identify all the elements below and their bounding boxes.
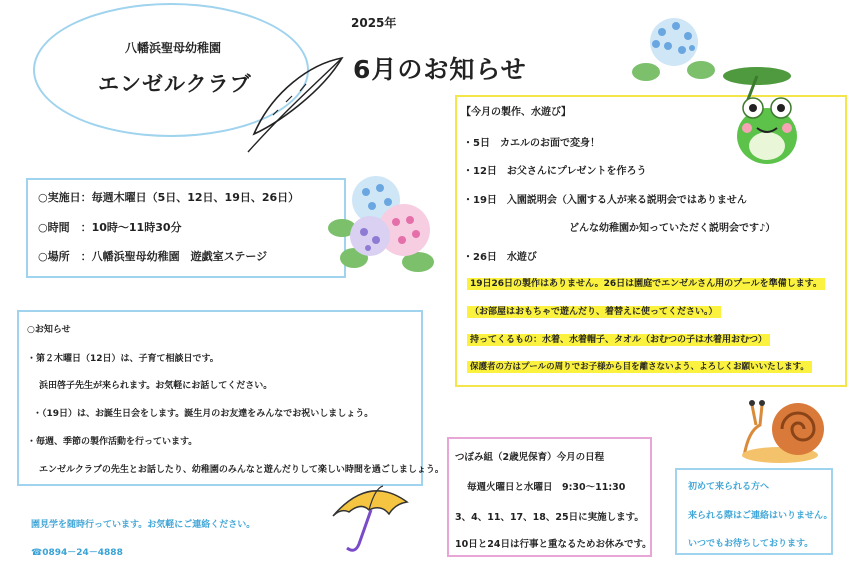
frog-icon — [717, 62, 817, 174]
notice-line: ・第２木曜日（12日）は、子育て相談日です。 — [27, 354, 219, 364]
tsubomi-schedule-box — [447, 437, 652, 557]
tsubomi-heading: つぼみ組（2歳児保育）今月の日程 — [455, 452, 605, 463]
notice-heading: ○お知らせ — [27, 325, 71, 335]
first-visit-box — [675, 468, 833, 555]
june-highlight — [467, 304, 721, 317]
notice-line: 浜田啓子先生が来られます。お気軽にお話してください。 — [39, 381, 273, 391]
highlight-text: 持ってくるもの：水着、水着帽子、タオル（おむつの子は水着用おむつ） — [467, 334, 770, 346]
june-item: ・19日 入園説明会（入園する人が来る説明会ではありません — [463, 195, 747, 206]
highlight-text: 保護者の方はプールの周りでお子様から目を離さないよう、よろしくお願いいたします。 — [467, 361, 812, 373]
tsubomi-dates: 3、4、11、17、18、25日に実施します。 — [455, 512, 644, 523]
notice-box — [17, 310, 444, 486]
june-highlight — [467, 276, 825, 289]
info-time: ○時間 ：10時～11時30分 — [38, 221, 182, 234]
club-name: エンゼルクラブ — [98, 72, 252, 96]
page-title: 6月のお知らせ — [353, 55, 527, 84]
phone-number: ☎0894－24－4888 — [31, 548, 123, 558]
feather-icon — [232, 52, 350, 160]
june-item: ・12日 お父さんにプレゼントを作ろう — [463, 166, 647, 177]
june-highlight — [467, 360, 812, 372]
june-item: どんな幼稚園か知っていただく説明会です♪） — [569, 223, 776, 234]
june-item: ・26日 水遊び — [463, 252, 537, 263]
year-label: 2025年 — [351, 16, 397, 30]
june-heading: 【今月の製作、水遊び】 — [461, 107, 571, 118]
snail-icon — [740, 395, 832, 465]
notice-line: ・毎週、季節の製作活動を行っています。 — [27, 437, 198, 447]
info-date: ○実施日：毎週木曜日（5日、12日、19日、26日） — [38, 191, 300, 204]
tsubomi-note: 10日と24日は行事と重なるためお休みです。 — [455, 539, 652, 550]
hydrangea-cluster-icon — [326, 170, 446, 275]
first-visit-line: 初めて来られる方へ — [688, 482, 770, 492]
june-highlight — [467, 332, 770, 345]
highlight-text: （お部屋はおもちゃで遊んだり、着替えに使ってください。） — [467, 306, 721, 318]
hydrangea-icon — [626, 10, 721, 92]
tsubomi-schedule: 毎週火曜日と水曜日 9:30～11:30 — [467, 482, 626, 493]
umbrella-icon — [325, 478, 415, 558]
notice-line: ・（19日）は、お誕生日会をします。誕生月のお友達をみんなでお祝いしましょう。 — [33, 409, 374, 419]
visit-info: 園見学を随時行っています。お気軽にご連絡ください。 — [31, 520, 256, 530]
info-place: ○場所 ：八幡浜聖母幼稚園 遊戯室ステージ — [38, 250, 268, 263]
school-name: 八幡浜聖母幼稚園 — [125, 41, 222, 55]
notice-line: エンゼルクラブの先生とお話したり、幼稚園のみんなと遊んだりして楽しい時間を過ごしましょう。 — [39, 465, 444, 475]
june-item: ・5日 カエルのお面で変身！ — [463, 138, 600, 149]
info-box — [26, 178, 346, 278]
first-visit-line: 来られる際はご連絡はいりません。 — [688, 511, 833, 521]
first-visit-line: いつでもお待ちしております。 — [688, 539, 814, 549]
highlight-text: 19日26日の製作はありません。26日は園庭でエンゼルさん用のプールを準備します。 — [467, 278, 825, 290]
